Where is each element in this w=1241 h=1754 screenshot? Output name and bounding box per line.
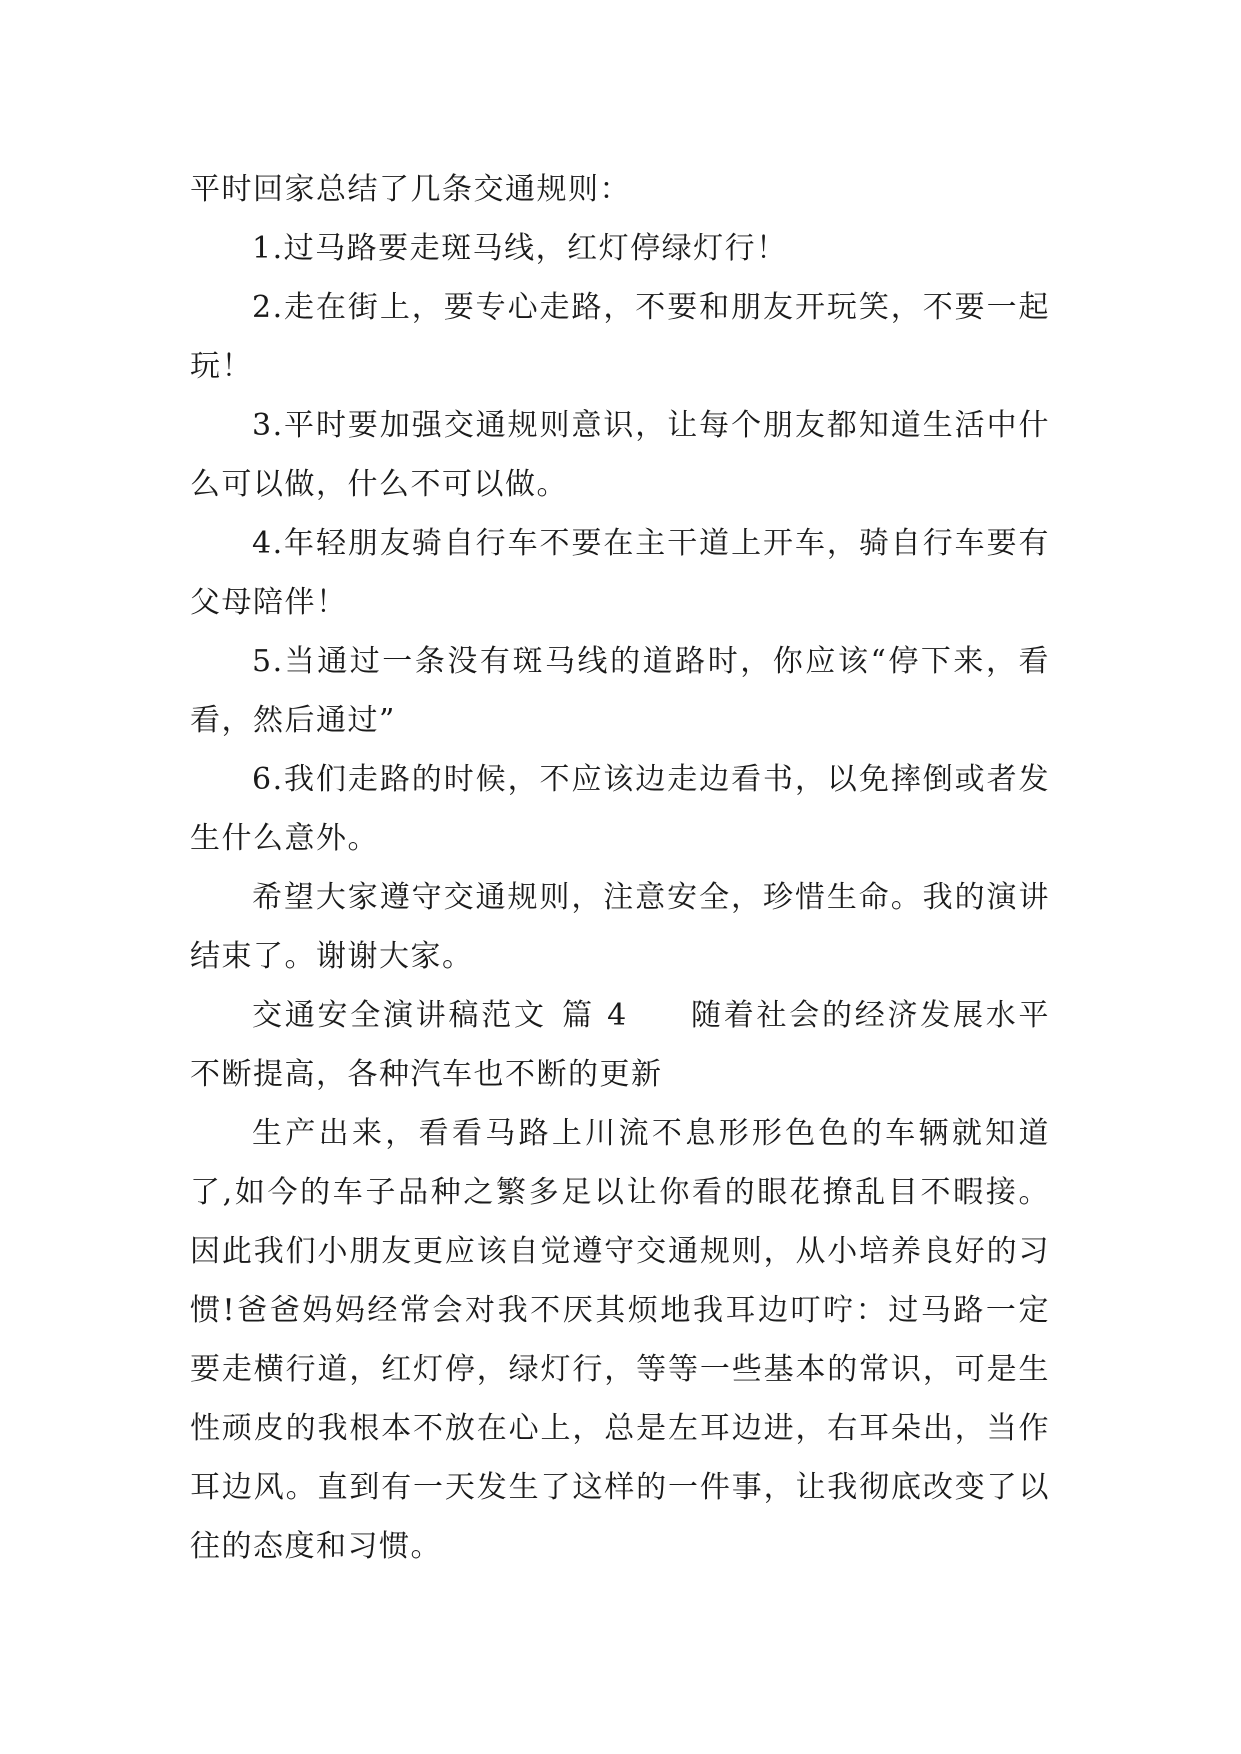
rule-item-6: 6.我们走路的时候，不应该边走边看书，以免摔倒或者发生什么意外。 bbox=[190, 762, 1050, 856]
rule-item-4: 4.年轻朋友骑自行车不要在主干道上开车，骑自行车要有父母陪伴！ bbox=[190, 526, 1050, 620]
section-continuation-text: 随着社会的经济发展水平不断提高，各种汽车也不断的更新 bbox=[190, 998, 1051, 1092]
rule-item-1: 1.过马路要走斑马线，红灯停绿灯行！ bbox=[252, 231, 788, 266]
section-heading-paragraph bbox=[190, 986, 1050, 1104]
paragraph-closing-remarks: 希望大家遵守交通规则，注意安全，珍惜生命。我的演讲结束了。谢谢大家。 bbox=[190, 880, 1050, 974]
section-title: 交通安全演讲稿范文 bbox=[252, 998, 547, 1033]
rule-item-5: 5.当通过一条没有斑马线的道路时，你应该“停下来，看看，然后通过” bbox=[190, 644, 1050, 738]
section-number-label: 篇 4 bbox=[560, 998, 628, 1033]
rule-item-2: 2.走在街上，要专心走路，不要和朋友开玩笑，不要一起玩！ bbox=[190, 290, 1050, 384]
paragraph-story: 生产出来，看看马路上川流不息形形色色的车辆就知道了,如今的车子品种之繁多足以让你看的眼花撩乱目不暇接。因此我们小朋友更应该自觉遵守交通规则，从小培养良好的习惯!爸爸妈妈经常会对我不厌其烦地我耳边叮咛：过马路一定要走横行道，红灯停，绿灯行，等等一些基本的常识，可是生性顽皮的我根本不放在心上，总是左耳边进，右耳朵出，当作耳边风。直到有一天发生了这样的一件事，让我彻底改变了以往的态度和习惯。 bbox=[190, 1116, 1050, 1564]
document-body bbox=[190, 160, 1050, 1576]
paragraph-intro: 平时回家总结了几条交通规则： bbox=[190, 172, 631, 207]
rule-item-3: 3.平时要加强交通规则意识，让每个朋友都知道生活中什么可以做，什么不可以做。 bbox=[190, 408, 1050, 502]
